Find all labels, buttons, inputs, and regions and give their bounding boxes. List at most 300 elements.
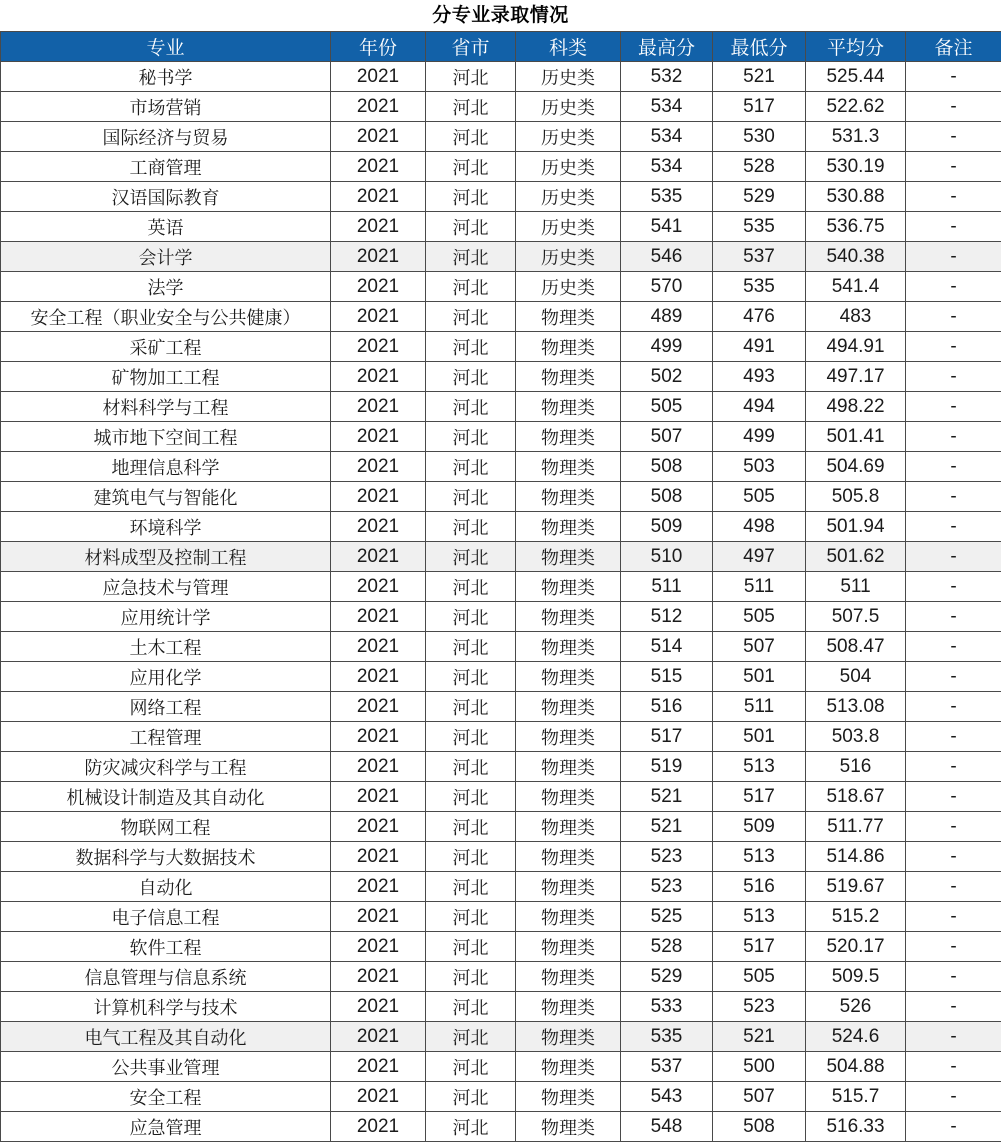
cell-province: 河北	[426, 722, 516, 752]
table-row[interactable]	[1, 722, 1001, 752]
cell-major: 信息管理与信息系统	[1, 962, 331, 992]
cell-note: -	[906, 542, 1001, 572]
cell-note: -	[906, 602, 1001, 632]
table-row[interactable]	[1, 812, 1001, 842]
cell-major: 电气工程及其自动化	[1, 1022, 331, 1052]
table-row[interactable]	[1, 542, 1001, 572]
cell-year: 2021	[331, 362, 426, 392]
cell-max-score: 535	[621, 182, 713, 212]
cell-year: 2021	[331, 122, 426, 152]
cell-major: 工商管理	[1, 152, 331, 182]
cell-max-score: 535	[621, 1022, 713, 1052]
cell-year: 2021	[331, 272, 426, 302]
cell-min-score: 494	[713, 392, 806, 422]
cell-max-score: 519	[621, 752, 713, 782]
cell-province: 河北	[426, 452, 516, 482]
table-row[interactable]	[1, 1082, 1001, 1112]
cell-max-score: 512	[621, 602, 713, 632]
cell-subject: 历史类	[516, 212, 621, 242]
table-row[interactable]	[1, 1052, 1001, 1082]
table-row[interactable]	[1, 242, 1001, 272]
cell-subject: 物理类	[516, 932, 621, 962]
cell-year: 2021	[331, 302, 426, 332]
column-header-year[interactable]: 年份	[331, 32, 426, 62]
cell-province: 河北	[426, 872, 516, 902]
cell-max-score: 548	[621, 1112, 713, 1142]
cell-avg-score: 505.8	[806, 482, 906, 512]
cell-province: 河北	[426, 572, 516, 602]
cell-max-score: 529	[621, 962, 713, 992]
cell-max-score: 510	[621, 542, 713, 572]
column-header-min[interactable]: 最低分	[713, 32, 806, 62]
cell-min-score: 491	[713, 332, 806, 362]
cell-subject: 历史类	[516, 272, 621, 302]
cell-year: 2021	[331, 662, 426, 692]
cell-note: -	[906, 872, 1001, 902]
column-header-province[interactable]: 省市	[426, 32, 516, 62]
cell-subject: 物理类	[516, 482, 621, 512]
cell-province: 河北	[426, 992, 516, 1022]
cell-avg-score: 507.5	[806, 602, 906, 632]
cell-min-score: 516	[713, 872, 806, 902]
cell-min-score: 523	[713, 992, 806, 1022]
cell-min-score: 530	[713, 122, 806, 152]
cell-major: 汉语国际教育	[1, 182, 331, 212]
table-header-row	[1, 32, 1001, 62]
cell-major: 矿物加工工程	[1, 362, 331, 392]
cell-min-score: 505	[713, 602, 806, 632]
cell-subject: 物理类	[516, 752, 621, 782]
table-row[interactable]	[1, 932, 1001, 962]
cell-avg-score: 530.88	[806, 182, 906, 212]
cell-min-score: 529	[713, 182, 806, 212]
cell-province: 河北	[426, 1082, 516, 1112]
cell-note: -	[906, 662, 1001, 692]
cell-subject: 物理类	[516, 392, 621, 422]
cell-note: -	[906, 1082, 1001, 1112]
cell-note: -	[906, 422, 1001, 452]
cell-province: 河北	[426, 602, 516, 632]
cell-max-score: 511	[621, 572, 713, 602]
column-header-subject[interactable]: 科类	[516, 32, 621, 62]
cell-province: 河北	[426, 302, 516, 332]
cell-province: 河北	[426, 92, 516, 122]
cell-subject: 物理类	[516, 542, 621, 572]
cell-year: 2021	[331, 482, 426, 512]
cell-min-score: 493	[713, 362, 806, 392]
cell-min-score: 511	[713, 572, 806, 602]
cell-max-score: 532	[621, 62, 713, 92]
cell-province: 河北	[426, 182, 516, 212]
cell-province: 河北	[426, 902, 516, 932]
cell-major: 安全工程	[1, 1082, 331, 1112]
cell-avg-score: 520.17	[806, 932, 906, 962]
cell-min-score: 508	[713, 1112, 806, 1142]
cell-note: -	[906, 932, 1001, 962]
cell-subject: 历史类	[516, 62, 621, 92]
cell-subject: 物理类	[516, 1112, 621, 1142]
cell-year: 2021	[331, 212, 426, 242]
cell-max-score: 521	[621, 782, 713, 812]
table-row[interactable]	[1, 512, 1001, 542]
table-row[interactable]	[1, 962, 1001, 992]
cell-avg-score: 514.86	[806, 842, 906, 872]
cell-major: 公共事业管理	[1, 1052, 331, 1082]
cell-avg-score: 498.22	[806, 392, 906, 422]
cell-avg-score: 501.94	[806, 512, 906, 542]
column-header-note[interactable]: 备注	[906, 32, 1001, 62]
cell-min-score: 513	[713, 752, 806, 782]
cell-province: 河北	[426, 242, 516, 272]
cell-major: 应急管理	[1, 1112, 331, 1142]
cell-note: -	[906, 302, 1001, 332]
column-header-major[interactable]: 专业	[1, 32, 331, 62]
cell-avg-score: 541.4	[806, 272, 906, 302]
cell-year: 2021	[331, 182, 426, 212]
table-row[interactable]	[1, 152, 1001, 182]
cell-year: 2021	[331, 902, 426, 932]
cell-year: 2021	[331, 542, 426, 572]
table-header	[1, 32, 1001, 62]
cell-major: 物联网工程	[1, 812, 331, 842]
cell-subject: 物理类	[516, 422, 621, 452]
cell-major: 环境科学	[1, 512, 331, 542]
cell-year: 2021	[331, 422, 426, 452]
cell-year: 2021	[331, 152, 426, 182]
cell-note: -	[906, 572, 1001, 602]
table-row[interactable]	[1, 782, 1001, 812]
cell-major: 材料科学与工程	[1, 392, 331, 422]
cell-max-score: 508	[621, 482, 713, 512]
cell-province: 河北	[426, 752, 516, 782]
cell-year: 2021	[331, 452, 426, 482]
cell-max-score: 523	[621, 842, 713, 872]
cell-year: 2021	[331, 602, 426, 632]
cell-major: 应急技术与管理	[1, 572, 331, 602]
cell-min-score: 507	[713, 632, 806, 662]
table-row[interactable]	[1, 1022, 1001, 1052]
cell-min-score: 537	[713, 242, 806, 272]
cell-major: 秘书学	[1, 62, 331, 92]
cell-avg-score: 526	[806, 992, 906, 1022]
cell-subject: 历史类	[516, 242, 621, 272]
cell-subject: 物理类	[516, 332, 621, 362]
cell-note: -	[906, 152, 1001, 182]
table-row[interactable]	[1, 272, 1001, 302]
cell-subject: 物理类	[516, 902, 621, 932]
cell-max-score: 570	[621, 272, 713, 302]
cell-province: 河北	[426, 512, 516, 542]
cell-province: 河北	[426, 932, 516, 962]
cell-max-score: 534	[621, 122, 713, 152]
cell-province: 河北	[426, 962, 516, 992]
cell-major: 材料成型及控制工程	[1, 542, 331, 572]
cell-note: -	[906, 242, 1001, 272]
cell-avg-score: 508.47	[806, 632, 906, 662]
cell-avg-score: 536.75	[806, 212, 906, 242]
cell-note: -	[906, 632, 1001, 662]
cell-min-score: 535	[713, 272, 806, 302]
cell-min-score: 511	[713, 692, 806, 722]
cell-year: 2021	[331, 992, 426, 1022]
cell-note: -	[906, 452, 1001, 482]
table-row[interactable]	[1, 902, 1001, 932]
cell-major: 电子信息工程	[1, 902, 331, 932]
cell-min-score: 521	[713, 62, 806, 92]
column-header-max[interactable]: 最高分	[621, 32, 713, 62]
cell-note: -	[906, 392, 1001, 422]
cell-year: 2021	[331, 62, 426, 92]
cell-max-score: 517	[621, 722, 713, 752]
cell-year: 2021	[331, 92, 426, 122]
cell-note: -	[906, 272, 1001, 302]
cell-avg-score: 494.91	[806, 332, 906, 362]
cell-avg-score: 511	[806, 572, 906, 602]
cell-subject: 物理类	[516, 662, 621, 692]
cell-avg-score: 515.7	[806, 1082, 906, 1112]
cell-max-score: 515	[621, 662, 713, 692]
cell-min-score: 499	[713, 422, 806, 452]
cell-avg-score: 515.2	[806, 902, 906, 932]
cell-province: 河北	[426, 152, 516, 182]
cell-major: 建筑电气与智能化	[1, 482, 331, 512]
cell-note: -	[906, 962, 1001, 992]
cell-note: -	[906, 692, 1001, 722]
cell-province: 河北	[426, 782, 516, 812]
cell-subject: 物理类	[516, 1022, 621, 1052]
cell-min-score: 500	[713, 1052, 806, 1082]
page-title: 分专业录取情况	[0, 0, 1001, 31]
cell-major: 国际经济与贸易	[1, 122, 331, 152]
cell-note: -	[906, 482, 1001, 512]
cell-province: 河北	[426, 212, 516, 242]
table-row[interactable]	[1, 752, 1001, 782]
cell-note: -	[906, 722, 1001, 752]
cell-subject: 物理类	[516, 302, 621, 332]
cell-note: -	[906, 992, 1001, 1022]
cell-subject: 物理类	[516, 992, 621, 1022]
cell-note: -	[906, 782, 1001, 812]
table-row[interactable]	[1, 602, 1001, 632]
cell-major: 英语	[1, 212, 331, 242]
cell-max-score: 489	[621, 302, 713, 332]
cell-major: 数据科学与大数据技术	[1, 842, 331, 872]
cell-year: 2021	[331, 632, 426, 662]
cell-year: 2021	[331, 722, 426, 752]
cell-province: 河北	[426, 542, 516, 572]
cell-max-score: 534	[621, 92, 713, 122]
cell-major: 软件工程	[1, 932, 331, 962]
cell-max-score: 514	[621, 632, 713, 662]
table-row[interactable]	[1, 392, 1001, 422]
cell-year: 2021	[331, 812, 426, 842]
cell-subject: 物理类	[516, 602, 621, 632]
cell-subject: 物理类	[516, 1082, 621, 1112]
table-row[interactable]	[1, 1112, 1001, 1142]
cell-province: 河北	[426, 62, 516, 92]
cell-subject: 历史类	[516, 122, 621, 152]
cell-subject: 物理类	[516, 512, 621, 542]
cell-max-score: 533	[621, 992, 713, 1022]
cell-subject: 物理类	[516, 812, 621, 842]
cell-avg-score: 516.33	[806, 1112, 906, 1142]
table-row[interactable]	[1, 662, 1001, 692]
cell-major: 网络工程	[1, 692, 331, 722]
cell-province: 河北	[426, 122, 516, 152]
table-row[interactable]	[1, 92, 1001, 122]
cell-subject: 历史类	[516, 182, 621, 212]
table-row[interactable]	[1, 122, 1001, 152]
cell-min-score: 509	[713, 812, 806, 842]
cell-subject: 物理类	[516, 632, 621, 662]
cell-subject: 物理类	[516, 872, 621, 902]
cell-avg-score: 504.88	[806, 1052, 906, 1082]
cell-min-score: 513	[713, 902, 806, 932]
cell-year: 2021	[331, 932, 426, 962]
cell-province: 河北	[426, 1022, 516, 1052]
cell-min-score: 497	[713, 542, 806, 572]
cell-note: -	[906, 122, 1001, 152]
cell-avg-score: 519.67	[806, 872, 906, 902]
cell-avg-score: 524.6	[806, 1022, 906, 1052]
cell-note: -	[906, 182, 1001, 212]
table-row[interactable]	[1, 482, 1001, 512]
cell-min-score: 528	[713, 152, 806, 182]
cell-major: 防灾减灾科学与工程	[1, 752, 331, 782]
cell-min-score: 517	[713, 932, 806, 962]
cell-avg-score: 511.77	[806, 812, 906, 842]
cell-major: 市场营销	[1, 92, 331, 122]
table-row[interactable]	[1, 992, 1001, 1022]
cell-note: -	[906, 902, 1001, 932]
cell-max-score: 507	[621, 422, 713, 452]
cell-min-score: 517	[713, 782, 806, 812]
cell-min-score: 535	[713, 212, 806, 242]
cell-avg-score: 504.69	[806, 452, 906, 482]
cell-major: 会计学	[1, 242, 331, 272]
cell-province: 河北	[426, 1052, 516, 1082]
cell-major: 机械设计制造及其自动化	[1, 782, 331, 812]
cell-province: 河北	[426, 842, 516, 872]
cell-subject: 物理类	[516, 842, 621, 872]
cell-min-score: 513	[713, 842, 806, 872]
cell-year: 2021	[331, 1022, 426, 1052]
cell-max-score: 525	[621, 902, 713, 932]
column-header-avg[interactable]: 平均分	[806, 32, 906, 62]
cell-avg-score: 540.38	[806, 242, 906, 272]
table-row[interactable]	[1, 332, 1001, 362]
cell-province: 河北	[426, 662, 516, 692]
cell-max-score: 505	[621, 392, 713, 422]
cell-avg-score: 518.67	[806, 782, 906, 812]
cell-major: 安全工程（职业安全与公共健康）	[1, 302, 331, 332]
cell-avg-score: 483	[806, 302, 906, 332]
cell-province: 河北	[426, 332, 516, 362]
table-body	[1, 62, 1001, 1142]
table-row[interactable]	[1, 872, 1001, 902]
cell-major: 法学	[1, 272, 331, 302]
cell-province: 河北	[426, 272, 516, 302]
cell-min-score: 505	[713, 962, 806, 992]
cell-note: -	[906, 92, 1001, 122]
cell-year: 2021	[331, 1112, 426, 1142]
table-row[interactable]	[1, 362, 1001, 392]
cell-major: 计算机科学与技术	[1, 992, 331, 1022]
table-row[interactable]	[1, 212, 1001, 242]
cell-min-score: 505	[713, 482, 806, 512]
cell-min-score: 521	[713, 1022, 806, 1052]
cell-province: 河北	[426, 1112, 516, 1142]
cell-max-score: 508	[621, 452, 713, 482]
table-row[interactable]	[1, 422, 1001, 452]
cell-note: -	[906, 512, 1001, 542]
cell-note: -	[906, 62, 1001, 92]
table-row[interactable]	[1, 842, 1001, 872]
cell-min-score: 501	[713, 722, 806, 752]
cell-avg-score: 522.62	[806, 92, 906, 122]
cell-subject: 物理类	[516, 782, 621, 812]
cell-year: 2021	[331, 242, 426, 272]
table-row[interactable]	[1, 302, 1001, 332]
cell-year: 2021	[331, 692, 426, 722]
cell-year: 2021	[331, 332, 426, 362]
table-row[interactable]	[1, 182, 1001, 212]
table-row[interactable]	[1, 692, 1001, 722]
cell-avg-score: 501.41	[806, 422, 906, 452]
cell-major: 采矿工程	[1, 332, 331, 362]
cell-year: 2021	[331, 962, 426, 992]
cell-avg-score: 504	[806, 662, 906, 692]
cell-max-score: 509	[621, 512, 713, 542]
cell-avg-score: 530.19	[806, 152, 906, 182]
cell-year: 2021	[331, 512, 426, 542]
cell-note: -	[906, 1112, 1001, 1142]
cell-note: -	[906, 812, 1001, 842]
table-row[interactable]	[1, 62, 1001, 92]
table-row[interactable]	[1, 572, 1001, 602]
cell-major: 城市地下空间工程	[1, 422, 331, 452]
cell-max-score: 541	[621, 212, 713, 242]
cell-subject: 物理类	[516, 1052, 621, 1082]
cell-min-score: 498	[713, 512, 806, 542]
cell-note: -	[906, 332, 1001, 362]
cell-max-score: 534	[621, 152, 713, 182]
table-row[interactable]	[1, 632, 1001, 662]
cell-province: 河北	[426, 692, 516, 722]
cell-year: 2021	[331, 572, 426, 602]
cell-max-score: 516	[621, 692, 713, 722]
cell-max-score: 502	[621, 362, 713, 392]
cell-avg-score: 525.44	[806, 62, 906, 92]
cell-max-score: 546	[621, 242, 713, 272]
cell-year: 2021	[331, 782, 426, 812]
cell-avg-score: 531.3	[806, 122, 906, 152]
cell-year: 2021	[331, 392, 426, 422]
cell-subject: 物理类	[516, 572, 621, 602]
cell-year: 2021	[331, 842, 426, 872]
cell-year: 2021	[331, 872, 426, 902]
cell-note: -	[906, 752, 1001, 782]
cell-avg-score: 516	[806, 752, 906, 782]
cell-subject: 物理类	[516, 692, 621, 722]
cell-note: -	[906, 1052, 1001, 1082]
cell-max-score: 537	[621, 1052, 713, 1082]
cell-max-score: 521	[621, 812, 713, 842]
table-row[interactable]	[1, 452, 1001, 482]
cell-major: 土木工程	[1, 632, 331, 662]
cell-min-score: 476	[713, 302, 806, 332]
cell-year: 2021	[331, 752, 426, 782]
